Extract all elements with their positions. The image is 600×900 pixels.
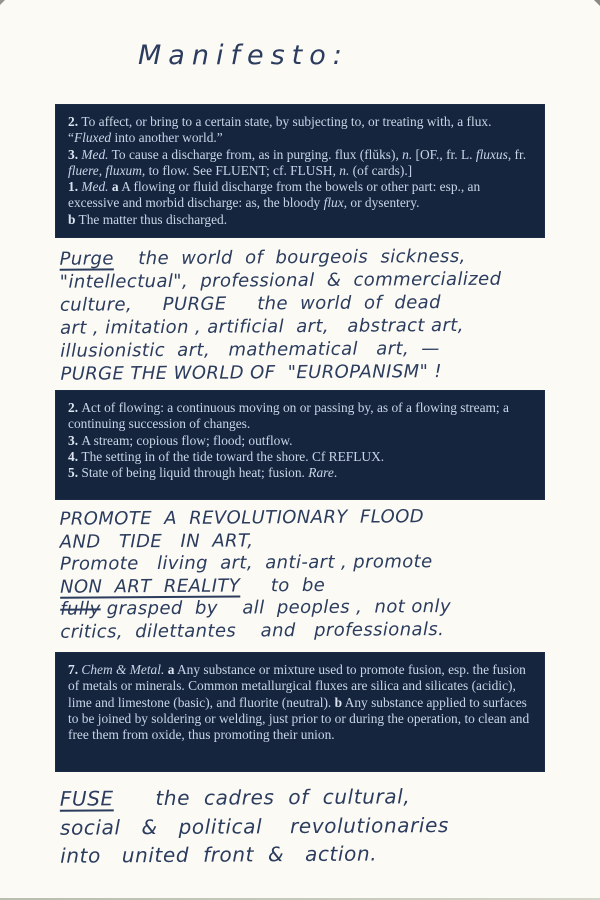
text-segment: 7. <box>68 662 82 677</box>
text-segment: "intellectual", professional & commercialized <box>59 268 502 293</box>
text-segment: b <box>68 211 76 227</box>
text-segment: State of being liquid through heat; fusion. <box>81 465 309 481</box>
handwritten-line <box>60 618 552 644</box>
handwritten-line <box>60 313 552 339</box>
definition-entry <box>68 147 532 180</box>
text-segment: The matter thus discharged. <box>75 211 228 227</box>
text-segment: culture, PURGE the world of dead <box>59 292 441 316</box>
text-segment: Any substance applied to surfaces to be joined by soldering or welding, just prior to or during the operation, to clean and free them from oxide, thus promoting their union. <box>68 694 530 743</box>
text-segment: fluere, fluxum <box>68 162 142 178</box>
definition-entry <box>68 433 532 449</box>
text-segment: 3. <box>68 146 82 162</box>
text-segment: 2. <box>68 114 82 129</box>
text-segment: To cause a discharge from, as in purging. flux (flŭks), <box>108 146 403 162</box>
text-segment: to be <box>240 574 326 596</box>
handwritten-section-fuse <box>60 781 553 870</box>
handwritten-line <box>60 267 552 293</box>
text-segment: Med. <box>81 146 109 162</box>
handwritten-line <box>60 359 552 385</box>
definition-entry <box>68 465 532 481</box>
text-segment: Act of flowing: a continuous moving on or passing by, as of a flowing stream; a continuing succession of changes. <box>68 400 509 432</box>
text-segment: grasped by all peoples , not only <box>100 595 452 620</box>
text-segment: n. <box>402 146 413 162</box>
text-segment: n. <box>339 162 350 178</box>
text-segment: A flowing or fluid discharge from the bowels or other part: esp., an excessive and morbid discharge: as, the bloody <box>68 179 481 211</box>
text-segment: 1. <box>68 179 82 195</box>
text-segment: , fr. <box>507 146 527 162</box>
scan-corner-artifact <box>594 0 600 6</box>
text-segment: AND TIDE IN ART, <box>59 529 254 553</box>
text-segment: illusionistic art, mathematical art, — <box>60 338 440 362</box>
text-segment: 5. <box>68 465 82 481</box>
definition-entry <box>68 662 532 743</box>
text-segment: into another world.” <box>111 130 223 146</box>
text-segment: Med. <box>81 179 109 195</box>
text-segment: art , imitation , artificial art, abstract art, <box>60 314 464 339</box>
handwritten-line <box>60 810 552 842</box>
handwritten-section-promote <box>60 505 553 643</box>
text-segment: PROMOTE A REVOLUTIONARY FLOOD <box>59 506 425 530</box>
text-segment: a <box>111 179 119 195</box>
text-segment: Chem & Metal. <box>81 662 165 677</box>
handwritten-section-purge <box>60 244 553 385</box>
page-title: Manifesto: <box>138 40 349 71</box>
text-segment: the world of bourgeois sickness, <box>113 245 466 270</box>
handwritten-line <box>60 781 552 813</box>
text-segment: 2. <box>68 400 82 415</box>
text-segment: fluxus <box>475 146 508 162</box>
definition-block-purge <box>55 104 545 238</box>
text-segment: To affect, or bring to a certain state, by subjecting to, or treating with, a flux. “ <box>68 114 492 146</box>
text-segment: 4. <box>68 448 82 464</box>
text-segment: Rare <box>308 465 334 481</box>
text-segment: social & political revolutionaries <box>59 812 450 840</box>
text-segment: , or dysentery. <box>343 195 420 211</box>
handwritten-line <box>60 838 552 870</box>
text-segment: critics, dilettantes and professionals. <box>60 618 445 643</box>
text-segment: fully <box>60 598 101 620</box>
text-segment: b <box>334 694 343 710</box>
text-segment: FUSE <box>59 786 114 811</box>
handwritten-line <box>60 290 552 316</box>
text-segment: A stream; copious flow; flood; outflow. <box>81 432 293 448</box>
definition-entry <box>68 114 532 147</box>
text-segment: , to flow. See FLUENT; cf. FLUSH, <box>141 162 340 178</box>
text-segment: The setting in of the tide toward the shore. Cf REFLUX. <box>81 448 385 464</box>
text-segment: Promote living art, anti-art , promote <box>59 551 433 575</box>
text-segment: PURGE THE WORLD OF "EUROPANISM" ! <box>60 361 443 385</box>
text-segment: 3. <box>68 432 82 448</box>
definition-entry <box>68 179 532 212</box>
text-segment: a <box>167 662 175 677</box>
text-segment: (of cards).] <box>349 162 413 178</box>
text-segment: Fluxed <box>73 130 112 146</box>
text-segment: Purge <box>59 248 114 270</box>
text-segment: into united front & action. <box>60 841 378 868</box>
text-segment: . <box>333 465 338 481</box>
definition-entry <box>68 400 532 433</box>
scan-corner-artifact <box>0 0 5 5</box>
definition-block-flow <box>55 390 545 500</box>
text-segment: flux <box>323 195 344 211</box>
text-segment: NON ART REALITY <box>60 574 241 598</box>
handwritten-line <box>60 336 552 362</box>
text-segment: [OF., fr. L. <box>412 146 476 162</box>
definition-block-fuse <box>55 652 545 772</box>
handwritten-line <box>60 244 552 270</box>
definition-entry <box>68 212 532 228</box>
text-segment: the cadres of cultural, <box>113 784 411 811</box>
definition-entry <box>68 449 532 465</box>
text-segment: Any substance or mixture used to promote fusion, esp. the fusion of metals or minerals. Common metallurgical fluxes are silica and silicates (acidic), lime and limestone (basic), and fluorite (neutral). <box>68 662 526 710</box>
